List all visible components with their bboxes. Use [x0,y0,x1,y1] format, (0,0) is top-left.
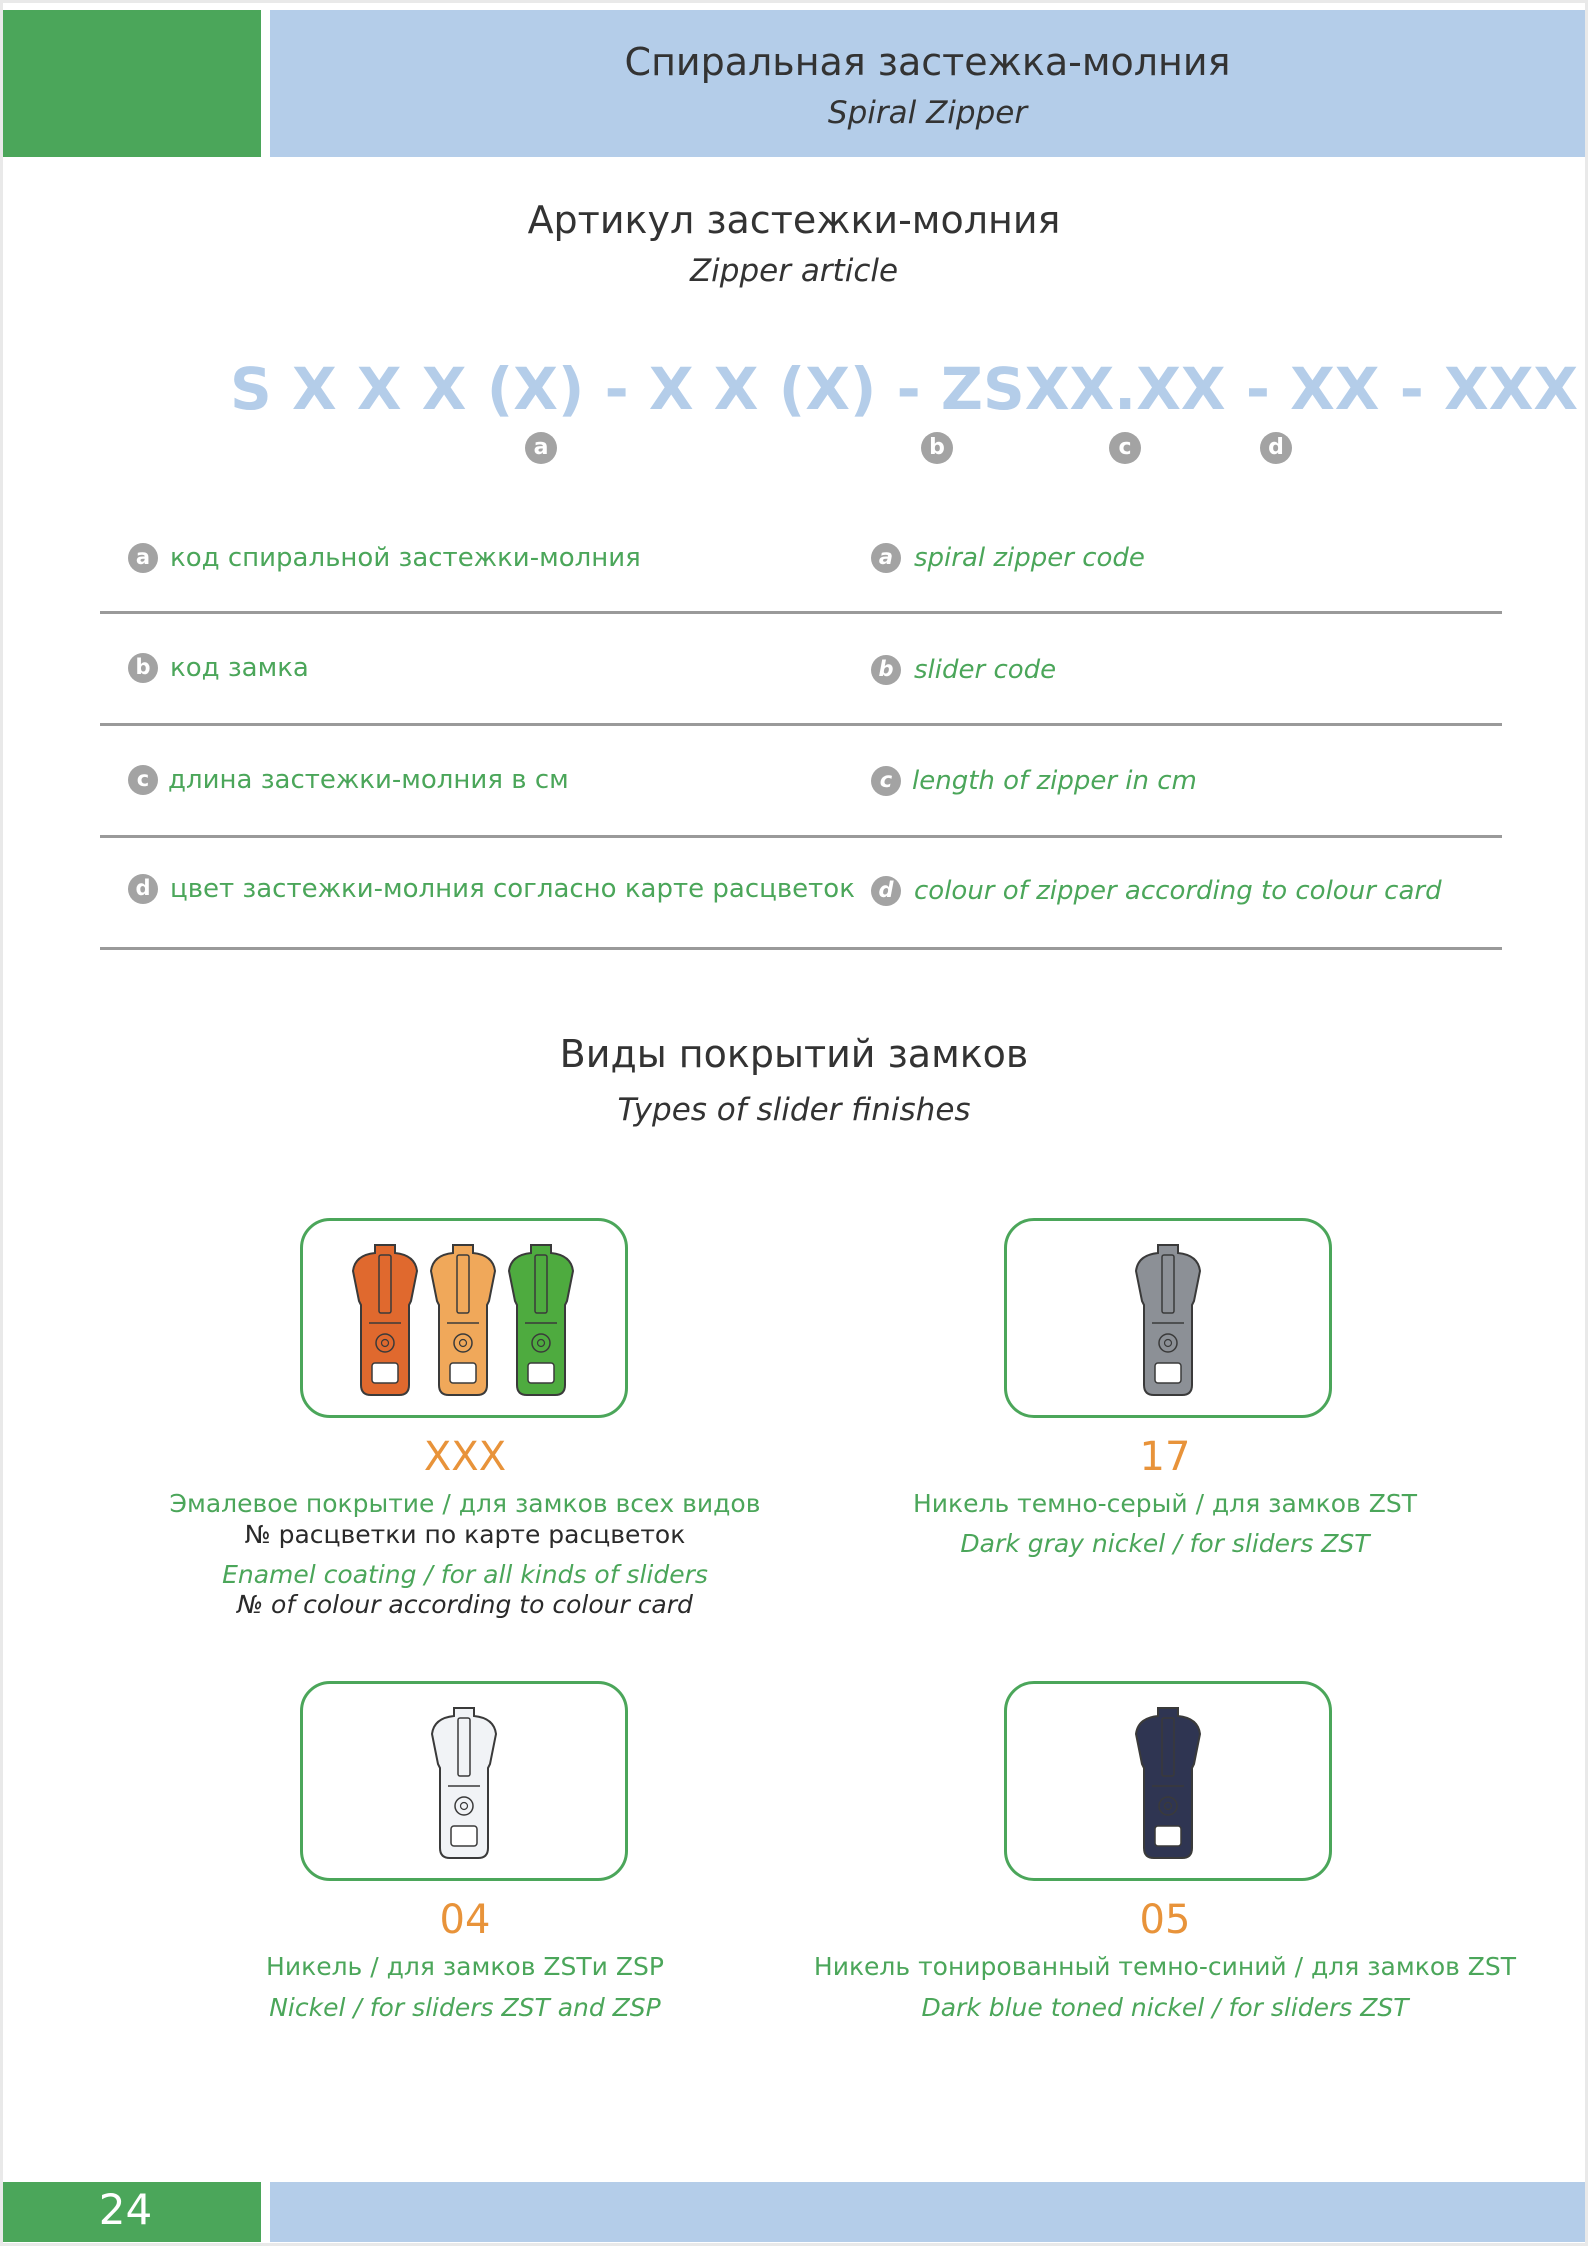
slider-group-icon [1007,1684,1329,1878]
code-marker-c: c [1109,432,1141,464]
article-title: Артикул застежки-молния [527,198,1061,242]
slider-icon [353,1245,417,1395]
finish-code: 17 [1139,1434,1191,1480]
legend-ru-a: код спиральной застежки-молния [170,543,641,573]
page-number: 24 [98,2185,153,2234]
slider-icon [431,1245,495,1395]
finish-en-label: Dark blue toned nickel / for sliders ZST [921,1993,1409,2022]
header-subtitle: Spiral Zipper [827,95,1028,131]
legend-ru-marker-a: a [128,543,158,573]
legend-ru-marker-d: d [128,874,158,904]
legend-ru-d: цвет застежки-молния согласно карте расцветок [170,874,855,904]
article-code: S X X X (X) - X X (X) - ZSXX.XX - XX - XXX [230,355,1579,423]
finish-ru-label: Никель / для замков ZSTи ZSP [266,1952,664,1981]
legend-ru-marker-b: b [128,653,158,683]
legend-en-b: slider code [914,655,1057,685]
finish-ru-label: Никель тонированный темно-синий / для замков ZST [813,1952,1517,1981]
finish-ru-label: Никель темно-серый / для замков ZST [912,1489,1418,1518]
legend-en-marker-a: a [871,543,901,573]
legend-en-a: spiral zipper code [914,543,1145,573]
legend-divider [100,611,1502,614]
slider-icon [1136,1245,1200,1395]
legend-divider [100,723,1502,726]
legend-en-marker-c: c [871,766,901,796]
finish-code: XXX [423,1434,507,1480]
legend-ru-marker-c: c [128,765,158,795]
legend-divider [100,835,1502,838]
finish-card-dark-gray-nickel [1004,1218,1332,1418]
header-title: Спиральная застежка-молния [624,40,1231,84]
slider-group-icon [303,1221,625,1415]
code-marker-a: a [525,432,557,464]
legend-en-marker-b: b [871,655,901,685]
legend-en-d: colour of zipper according to colour card [914,876,1442,906]
finish-code: 05 [1139,1897,1191,1943]
finish-en-note: № of colour according to colour card [237,1590,693,1619]
finish-code: 04 [439,1897,491,1943]
slider-group-icon [1007,1221,1329,1415]
code-marker-d: d [1260,432,1292,464]
finish-en-label: Enamel coating / for all kinds of sliders [222,1560,708,1589]
finish-ru-note: № расцветки по карте расцветок [244,1520,686,1549]
slider-icon [509,1245,573,1395]
finish-ru-label: Эмалевое покрытие / для замков всех видов [169,1489,761,1518]
finish-card-dark-blue-nickel [1004,1681,1332,1881]
legend-en-c: length of zipper in cm [912,766,1197,796]
finish-card-nickel [300,1681,628,1881]
finishes-subtitle: Types of slider finishes [617,1092,971,1128]
slider-icon [432,1708,496,1858]
finishes-title: Виды покрытий замков [559,1032,1029,1076]
code-marker-b: b [921,432,953,464]
article-subtitle: Zipper article [689,253,899,289]
footer-blue-band [270,2182,1585,2242]
header-green-block [3,10,261,157]
legend-divider [100,947,1502,950]
slider-icon [1136,1708,1200,1858]
legend-en-marker-d: d [871,876,901,906]
finish-en-label: Dark gray nickel / for sliders ZST [960,1529,1370,1558]
legend-ru-b: код замка [170,653,309,683]
slider-group-icon [303,1684,625,1878]
finish-card-enamel [300,1218,628,1418]
finish-en-label: Nickel / for sliders ZST and ZSP [269,1993,661,2022]
legend-ru-c: длина застежки-молния в см [168,765,569,795]
